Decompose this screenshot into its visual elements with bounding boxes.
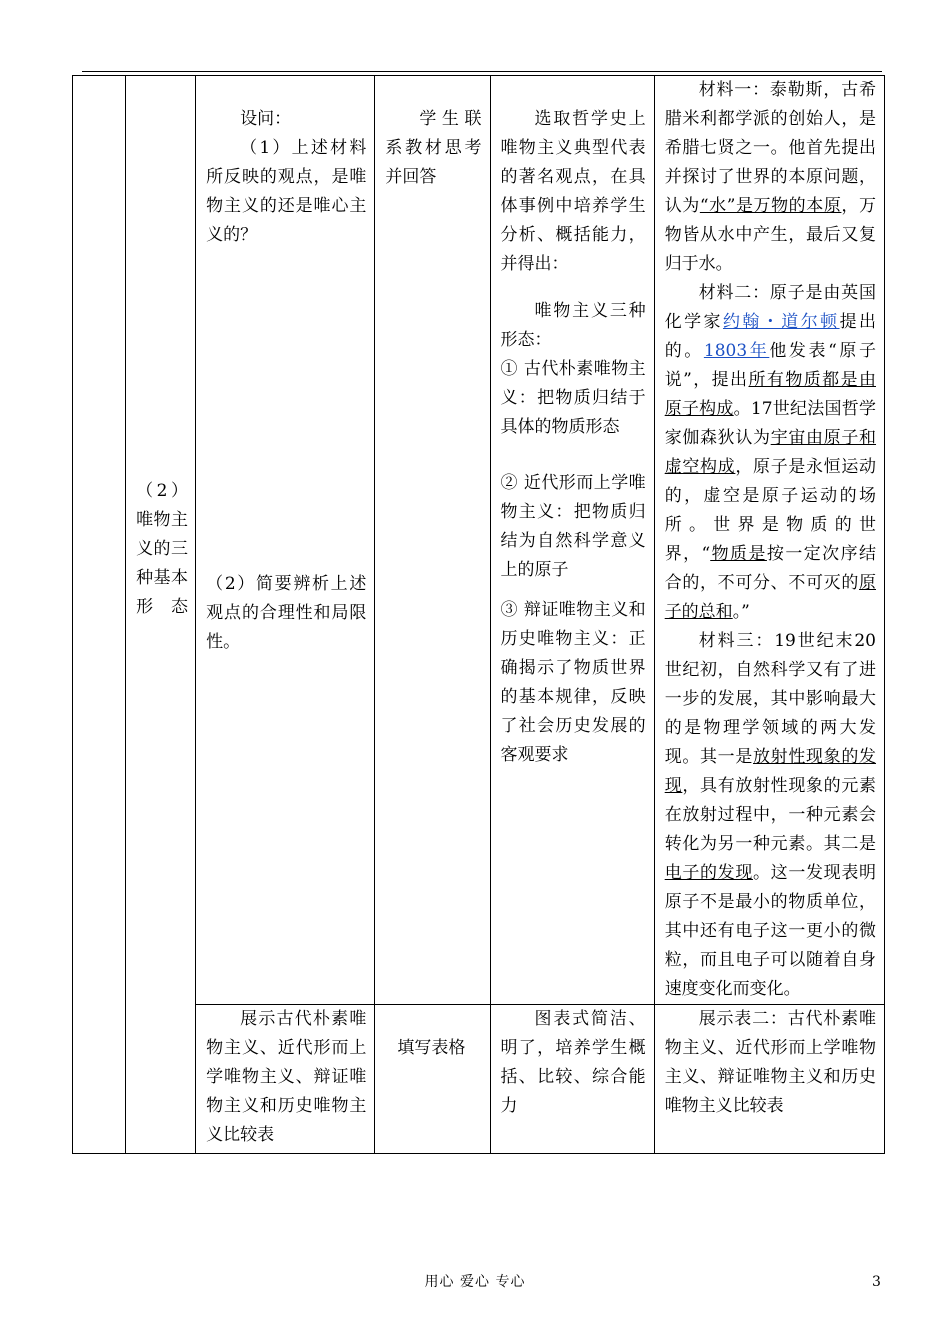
question-1: （1）上述材料所反映的观点，是唯物主义的还是唯心主义的？ [206, 138, 367, 245]
comparison-material-text: 展示表二：古代朴素唯物主义、近代形而上学唯物主义、辩证唯物主义和历史唯物主义比较表 [664, 1009, 876, 1116]
question-label: 设问： [240, 109, 292, 129]
page-number: 3 [872, 1274, 881, 1290]
material-cell [654, 76, 884, 1005]
material-3: 材料三：19世纪末20世纪初，自然科学又有了进一步的发展，其中影响最大的是物理学领域的两大发现。其一是放射性现象的发现，具有放射性现象的元素在放射过程中，一种元素会转化为另一种元素。其二是电子的发现。这一发现表明原子不是最小的物质单位，其中还有电子这一更小的微粒，而且电子可以随着自身速度变化而变化。 [664, 631, 877, 999]
form-dialectical: ③ 辩证唯物主义和历史唯物主义：正确揭示了物质世界的基本规律，反映了社会历史发展的客观要求 [500, 600, 646, 765]
comparison-material-cell [654, 1005, 884, 1154]
student-activity-text: 学生联系教材思考并回答 [385, 109, 482, 187]
teacher-comparison-text: 展示古代朴素唯物主义、近代形而上学唯物主义、辩证唯物主义和历史唯物主义比较表 [206, 1009, 367, 1145]
question-2: （2）简要辨析上述观点的合理性和局限性。 [206, 574, 367, 652]
form-metaphysical: ② 近代形而上学唯物主义：把物质归结为自然科学意义上的原子 [500, 473, 646, 580]
teacher-question-cell [196, 76, 375, 1005]
student-fill-text: 填写表格 [397, 1038, 466, 1058]
comparison-intent-cell [490, 1005, 654, 1154]
teacher-comparison-cell [196, 1005, 375, 1154]
blank-column-cell [73, 76, 126, 1154]
dalton-link[interactable]: 约翰・道尔顿 [722, 312, 840, 332]
material-2: 材料二：原子是由英国化学家约翰・道尔顿提出的。1803年他发表“原子说”，提出所有物质都是由原子构成。17世纪法国哲学家伽森狄认为宇宙由原子和虚空构成，原子是永恒运动的，虚空是原子运动的场所。世界是物质的世界，“物质是按一定次序结合的，不可分、不可灭的原子的总和。” [664, 283, 877, 622]
year-1803-link[interactable]: 1803年 [703, 341, 770, 361]
design-intent-cell [490, 76, 654, 1005]
form-ancient: ① 古代朴素唯物主义：把物质归结于具体的物质形态 [500, 359, 646, 437]
footer-slogan: 用心 爱心 专心 [424, 1274, 526, 1290]
table-row-materials [73, 76, 885, 1005]
section-label: （2）唯物主义的三种基本形态 [136, 481, 189, 617]
material-1: 材料一：泰勒斯，古希腊米利都学派的创始人，是希腊七贤之一。他首先提出并探讨了世界的本原问题，认为“水”是万物的本原，万物皆从水中产生，最后又复归于水。 [664, 80, 876, 274]
header-rule [82, 71, 882, 72]
student-activity-cell [375, 76, 490, 1005]
design-intent-text: 选取哲学史上唯物主义典型代表的著名观点，在具体事例中培养学生分析、概括能力，并得出： [500, 109, 646, 274]
section-label-cell [126, 76, 196, 1154]
student-fill-cell [375, 1005, 490, 1154]
comparison-intent-text: 图表式简洁、明了，培养学生概括、比较、综合能力 [500, 1009, 646, 1116]
forms-title: 唯物主义三种形态： [500, 301, 646, 350]
lesson-plan-table [72, 75, 885, 1154]
